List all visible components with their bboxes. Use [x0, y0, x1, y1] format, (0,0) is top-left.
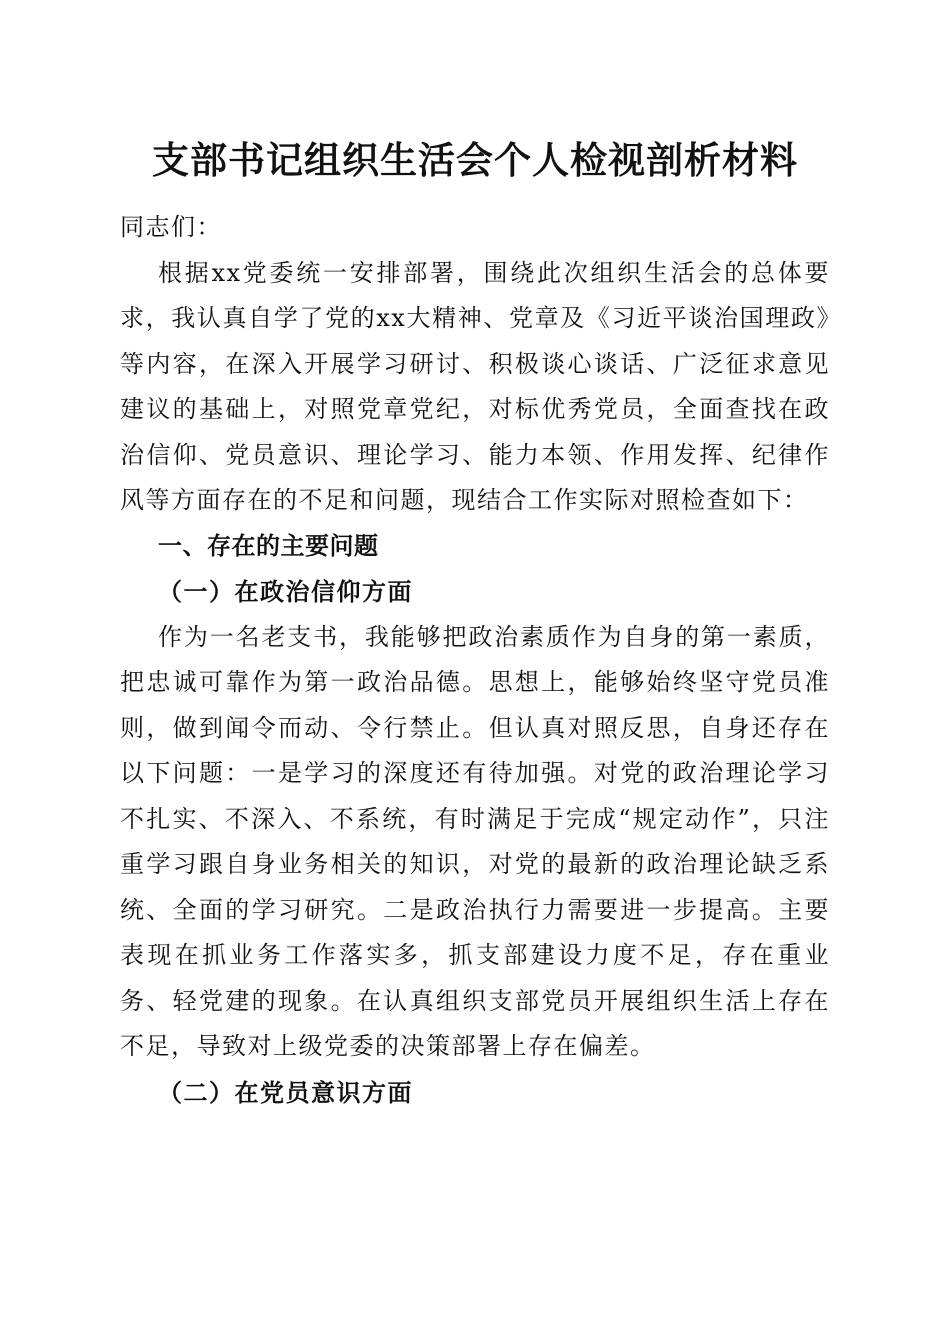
document-title: 支部书记组织生活会个人检视剖析材料: [152, 138, 798, 182]
political-belief-paragraph: 作为一名老支书，我能够把政治素质作为自身的第一素质，把忠诚可靠作为第一政治品德。思想上，能够始终坚守党员准则，做到闻令而动、令行禁止。但认真对照反思，自身还存在以下问题：一是学习的深度还有待加强。对党的政治理论学习不扎实、不深入、不系统，有时满足于完成“规定动作”，只注重学习跟自身业务相关的知识，对党的最新的政治理论缺乏系统、全面的学习研究。二是政治执行力需要进一步提高。主要表现在抓业务工作落实多，抓支部建设力度不足，存在重业务、轻党建的现象。在认真组织支部党员开展组织生活上存在不足，导致对上级党委的决策部署上存在偏差。: [120, 622, 830, 1060]
intro-paragraph: 根据xx党委统一安排部署，围绕此次组织生活会的总体要求，我认真自学了党的xx大精神、党章及《习近平谈治国理政》等内容，在深入开展学习研讨、积极谈心谈话、广泛征求意见建议的基础上，对照党章党纪，对标优秀党员，全面查找在政治信仰、党员意识、理论学习、能力本领、作用发挥、纪律作风等方面存在的不足和问题，现结合工作实际对照检查如下：: [120, 258, 830, 514]
salutation: 同志们：: [120, 213, 222, 241]
section-heading-problems: 一、存在的主要问题: [158, 531, 379, 560]
subsection-heading-political-belief: （一）在政治信仰方面: [158, 577, 413, 606]
subsection-heading-party-awareness: （二）在党员意识方面: [158, 1077, 413, 1107]
document-body: [120, 205, 830, 1115]
